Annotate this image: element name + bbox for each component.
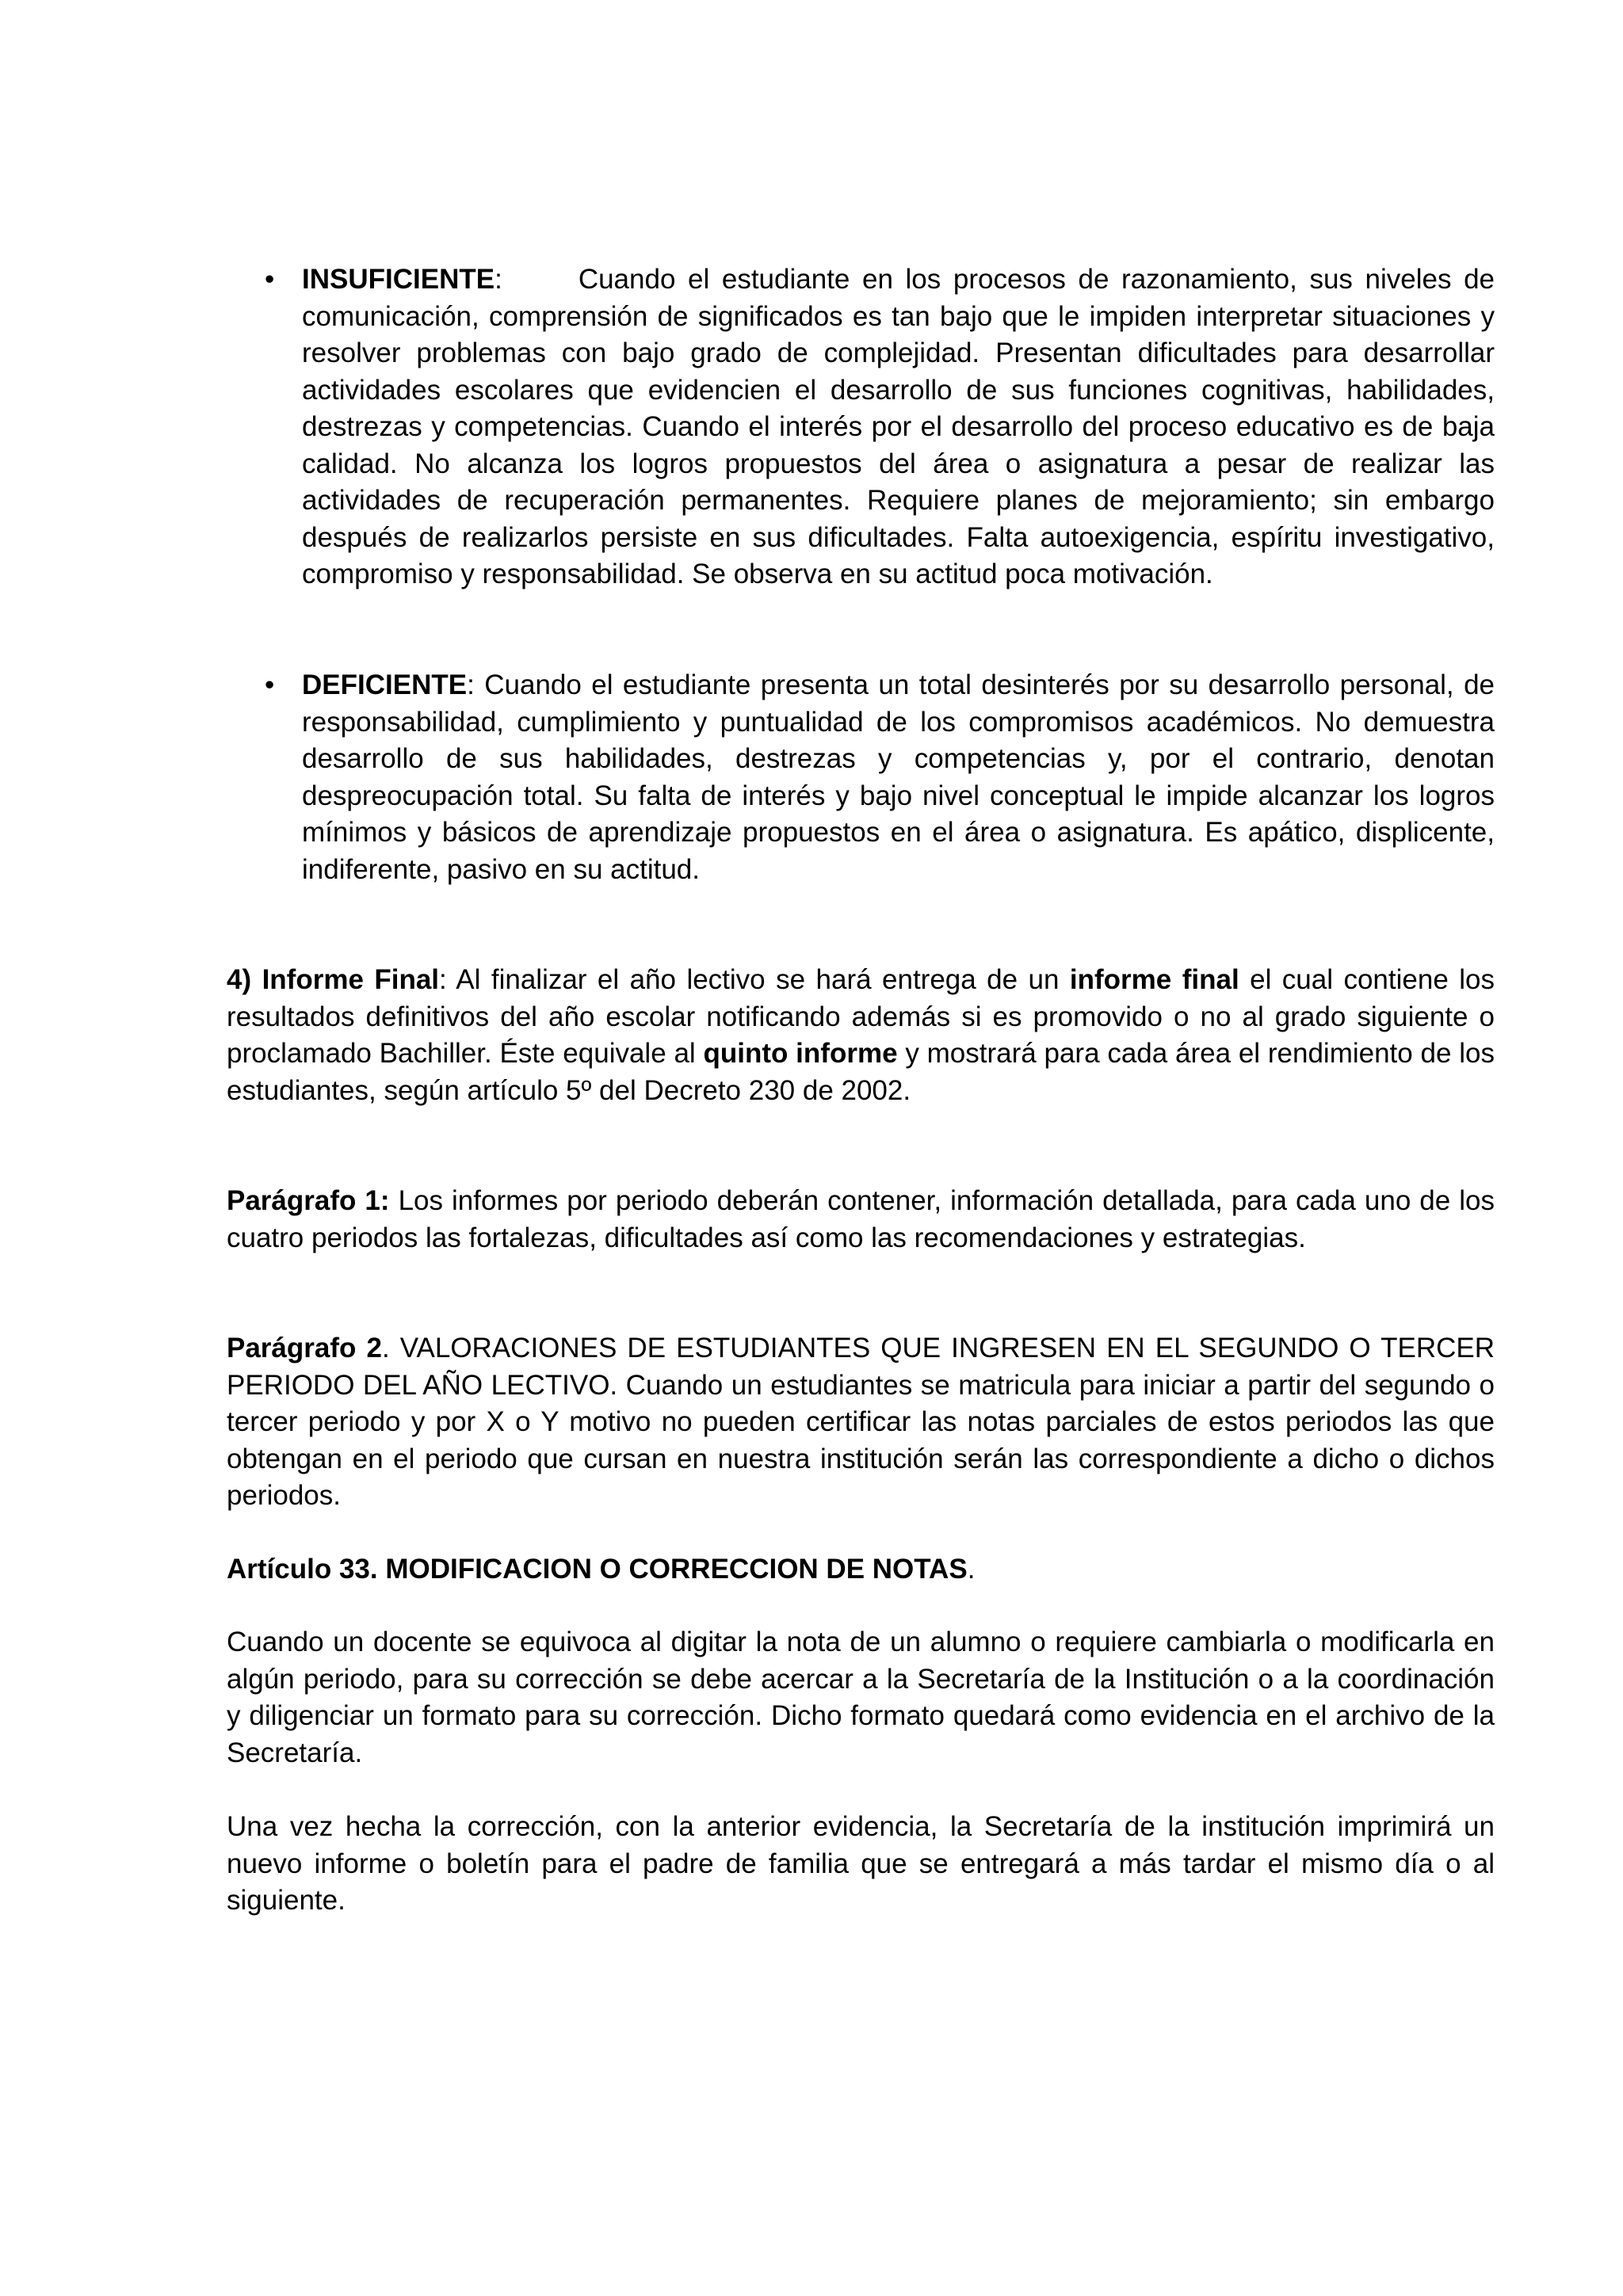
term-insuficiente-colon: : [495,264,502,295]
deficiente-text: : Cuando el estudiante presenta un total desinterés por su desarrollo personal, de responsabilidad, cumplimiento y puntualidad de los compromisos académicos. No demuestra desarrollo de sus habilidades, destrezas y competencias y, por el contrario, denotan despreocupación total. Su falta de interés y bajo nivel conceptual le impide alcanzar los logros mínimos y básicos de aprendizaje propuestos en el área o asignatura. Es apático, displicente, indiferente, pasivo en su actitud. [302,669,1495,885]
informe-final-text-2: el cual contiene los resultados definitivos del año escolar notificando además si es promovido o no al grado siguiente o proclamado Bachiller. Éste equivale al [227,964,1495,1069]
bullet-insuficiente [302,261,1495,593]
informe-final-bold-2: quinto informe [703,1038,898,1069]
paragrafo-2 [227,1330,1495,1515]
paragrafo-1-label: Parágrafo 1: [227,1185,390,1216]
paragrafo-1 [227,1183,1495,1257]
articulo-33-period: . [967,1554,976,1585]
paragrafo-2-label: Parágrafo 2 [227,1333,382,1363]
bullet-deficiente [302,667,1495,888]
term-insuficiente: INSUFICIENTE [302,264,495,295]
insuficiente-text: Cuando el estudiante en los procesos de razonamiento, sus niveles de comunicación, comprensión de significados es tan bajo que le impiden interpretar situaciones y resolver problemas con bajo grado de complejidad. Presentan dificultades para desarrollar actividades escolares que evidencien el desarrollo de sus funciones cognitivas, habilidades, destrezas y competencias. Cuando el interés por el desarrollo del proceso educativo es de baja calidad. No alcanza los logros propuestos del área o asignatura a pesar de realizar las actividades de recuperación permanentes. Requiere planes de mejoramiento; sin embargo después de realizarlos persiste en sus dificultades. Falta autoexigencia, espíritu investigativo, compromiso y responsabilidad. Se observa en su actitud poca motivación. [302,264,1495,589]
articulo-33-heading [227,1551,1495,1589]
articulo-33-title: Artículo 33. MODIFICACION O CORRECCION DE NOTAS [227,1554,968,1585]
bullet-marker-deficiente: • [265,669,275,700]
term-deficiente: DEFICIENTE [302,669,468,700]
paragrafo-2-text: . VALORACIONES DE ESTUDIANTES QUE INGRESEN EN EL SEGUNDO O TERCER PERIODO DEL AÑO LECTIVO. Cuando un estudiantes se matricula para iniciar a partir del segundo o tercer periodo y por X o Y motivo no pueden certificar las notas parciales de estos periodos las que obtengan en el periodo que cursan en nuestra institución serán las correspondiente a dicho o dichos periodos. [227,1333,1495,1511]
informe-final-text-1: : Al finalizar el año lectivo se hará entrega de un [439,964,1070,995]
bullet-marker-insuficiente: • [265,264,275,295]
informe-final-label: 4) Informe Final [227,964,440,995]
correccion-paragraph-2: Una vez hecha la corrección, con la anterior evidencia, la Secretaría de la institución imprimirá un nuevo informe o boletín para el padre de familia que se entregará a más tardar el mismo día o al siguiente. [227,1811,1495,1916]
informe-final-paragraph [227,962,1495,1109]
informe-final-bold-1: informe final [1069,964,1239,995]
informe-final-text-3: y mostrará para cada área el rendimiento de los estudiantes, según artículo 5º del Decreto 230 de 2002. [227,1038,1495,1106]
correccion-paragraph-1: Cuando un docente se equivoca al digitar la nota de un alumno o requiere cambiarla o modificarla en algún periodo, para su corrección se debe acercar a la Secretaría de la Institución o a la coordinación y diligenciar un formato para su corrección. Dicho formato quedará como evidencia en el archivo de la Secretaría. [227,1627,1495,1768]
paragrafo-1-text: Los informes por periodo deberán contener, información detallada, para cada uno de los cuatro periodos las fortalezas, dificultades así como las recomendaciones y estrategias. [227,1185,1495,1253]
